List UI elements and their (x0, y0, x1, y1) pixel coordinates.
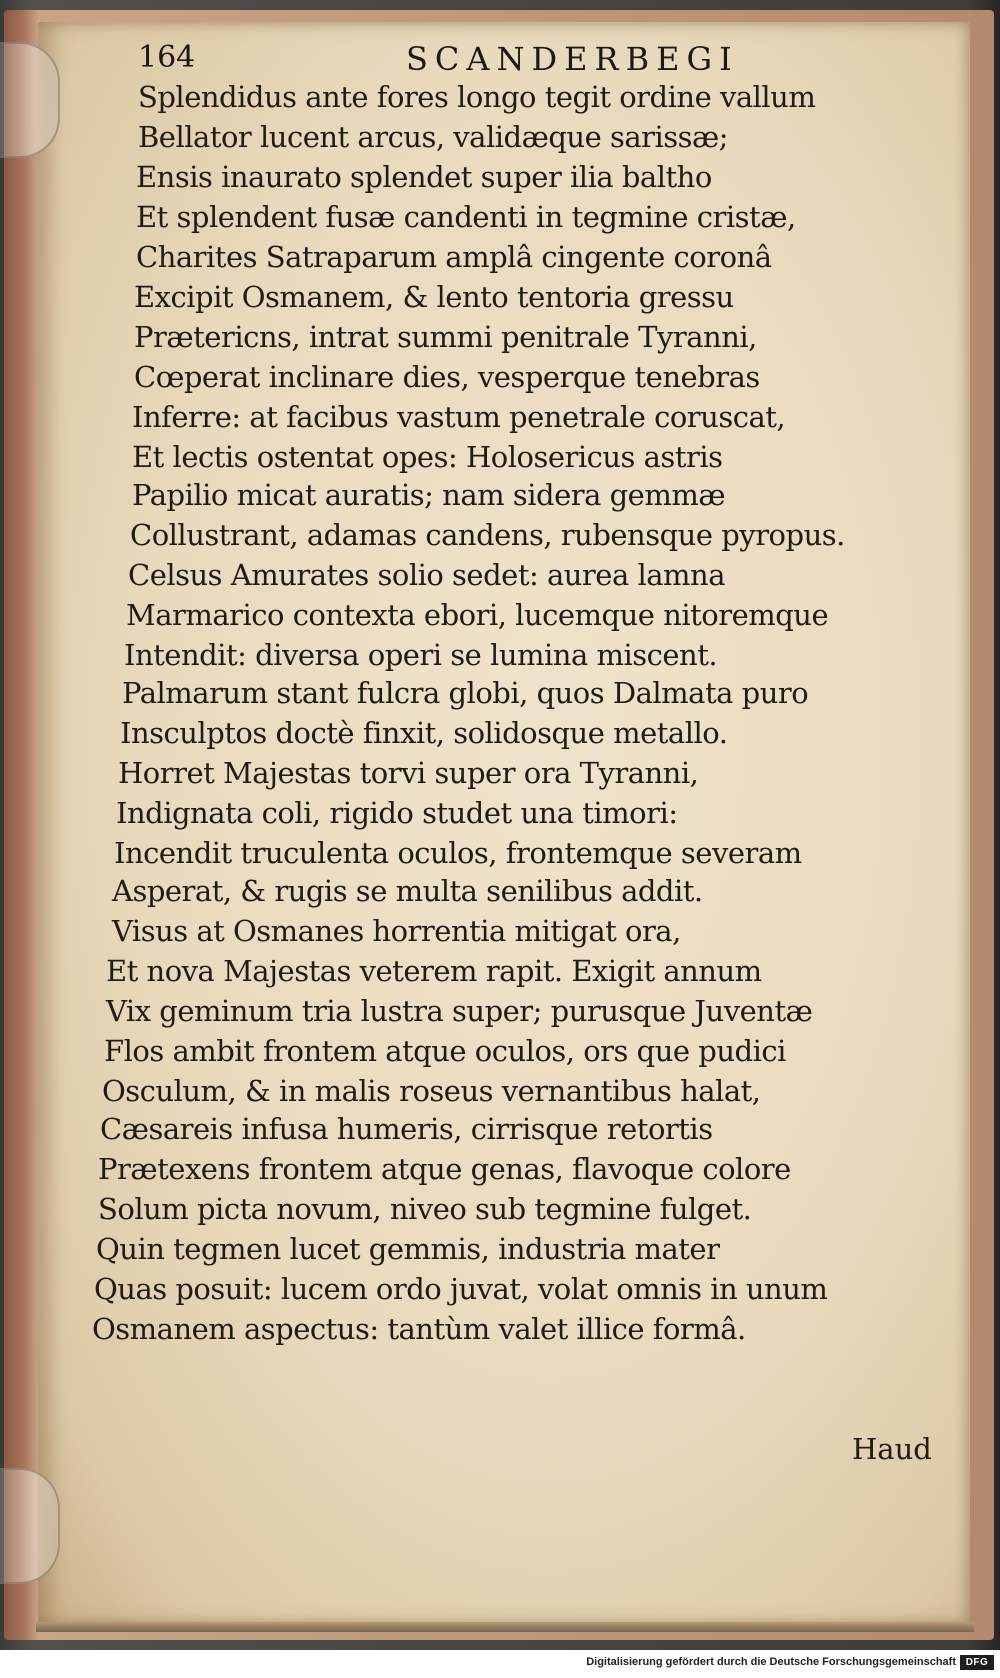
footer-credit: Digitalisierung gefördert durch die Deutsche Forschungsgemeinschaft (586, 1656, 956, 1668)
catchword: Haud (852, 1432, 932, 1466)
verse-line: Inferre: at facibus vastum penetrale coruscat, (132, 400, 786, 434)
verse-line: Indignata coli, rigido studet una timori: (116, 796, 678, 830)
verse-line: Horret Majestas torvi super ora Tyranni, (118, 756, 699, 790)
footer-bar (0, 1650, 1000, 1678)
verse-line: Charites Satraparum amplâ cingente coronâ (136, 240, 772, 274)
verse-line: Quin tegmen lucet gemmis, industria mater (96, 1232, 720, 1266)
verse-line: Splendidus ante fores longo tegit ordine vallum (138, 80, 816, 114)
verse-line: Et lectis ostentat opes: Holosericus astris (132, 440, 723, 474)
verse-line: Cæsareis infusa humeris, cirrisque retortis (100, 1112, 713, 1146)
verse-line: Et nova Majestas veterem rapit. Exigit annum (106, 954, 762, 988)
verse-line: Prætericns, intrat summi penitrale Tyranni, (134, 320, 757, 354)
verse-line: Insculptos doctè finxit, solidosque metallo. (120, 716, 728, 750)
running-title: SCANDERBEGI (406, 40, 739, 78)
verse-line: Visus at Osmanes horrentia mitigat ora, (112, 914, 681, 948)
verse-line: Flos ambit frontem atque oculos, ors que pudici (104, 1034, 786, 1068)
verse-line: Prætexens frontem atque genas, flavoque colore (98, 1152, 791, 1186)
verse-line: Osmanem aspectus: tantùm valet illice formâ. (92, 1312, 746, 1346)
verse-line: Quas posuit: lucem ordo juvat, volat omnis in unum (94, 1272, 828, 1306)
verse-line: Papilio micat auratis; nam sidera gemmæ (132, 478, 726, 512)
verse-line: Collustrant, adamas candens, rubensque pyropus. (130, 518, 845, 552)
verse-line: Vix geminum tria lustra super; purusque Juventæ (106, 994, 813, 1028)
verse-line: Ensis inaurato splendet super ilia baltho (136, 160, 712, 194)
verse-line: Asperat, & rugis se multa senilibus addit. (112, 874, 703, 908)
verse-line: Cœperat inclinare dies, vesperque tenebras (134, 360, 760, 394)
verse-line: Osculum, & in malis roseus vernantibus halat, (102, 1074, 761, 1108)
verse-line: Incendit truculenta oculos, frontemque severam (114, 836, 802, 870)
verse-line: Celsus Amurates solio sedet: aurea lamna (128, 558, 725, 592)
page-number: 164 (138, 40, 196, 75)
verse-line: Excipit Osmanem, & lento tentoria gressu (134, 280, 734, 314)
verse-line: Palmarum stant fulcra globi, quos Dalmata puro (122, 676, 809, 710)
verse-line: Et splendent fusæ candenti in tegmine cristæ, (136, 200, 796, 234)
dfg-logo: DFG (960, 1655, 994, 1670)
verse-line: Bellator lucent arcus, validæque sarissæ; (138, 120, 729, 154)
verse-line: Marmarico contexta ebori, lucemque nitoremque (126, 598, 829, 632)
verse-line: Intendit: diversa operi se lumina miscent. (124, 638, 718, 672)
verse-line: Solum picta novum, niveo sub tegmine fulget. (98, 1192, 752, 1226)
